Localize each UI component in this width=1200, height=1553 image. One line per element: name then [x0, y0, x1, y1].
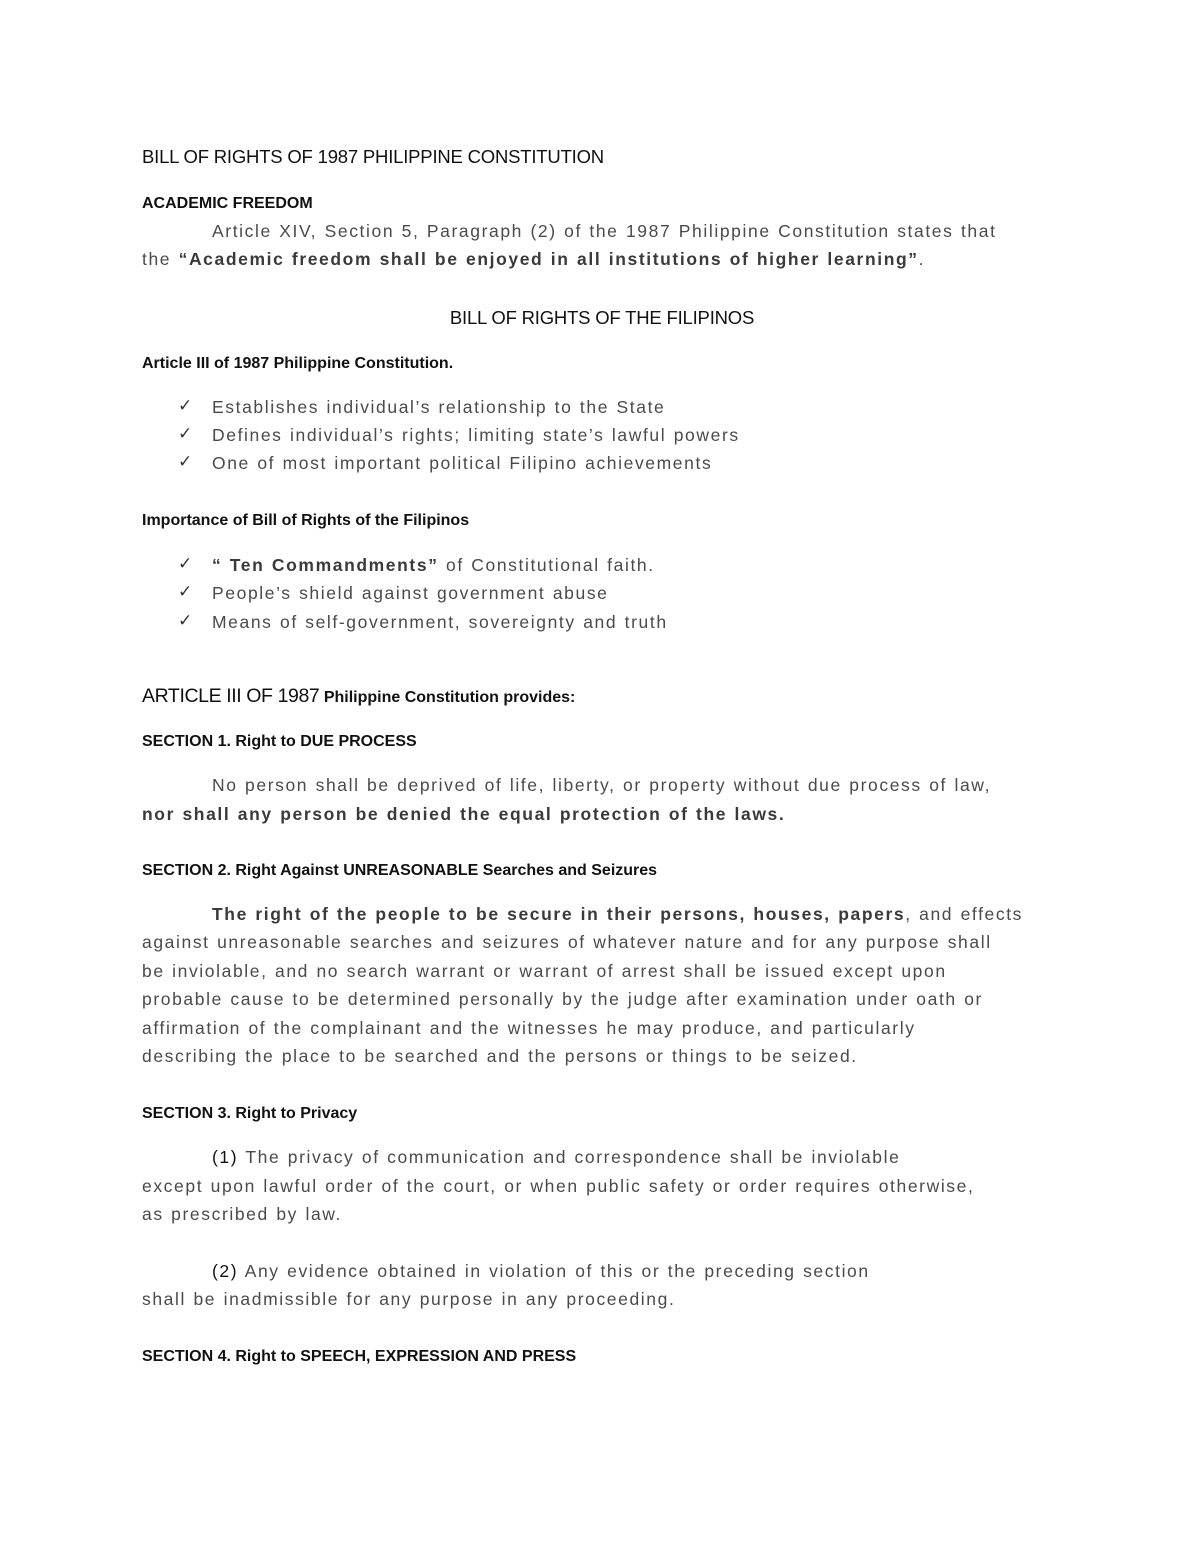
academic-freedom-heading: ACADEMIC FREEDOM [142, 195, 313, 212]
article-iii-provides-heading [142, 685, 575, 709]
check-mark-icon: ✓ [178, 452, 193, 471]
section-4-heading: SECTION 4. Right to SPEECH, EXPRESSION AND PRESS [142, 1348, 577, 1365]
section-3-p1-number: (1) [212, 1147, 239, 1167]
section-1-heading: SECTION 1. Right to DUE PROCESS [142, 733, 417, 750]
checklist-item: One of most important political Filipino achievements [212, 453, 713, 473]
section-1-line-1: No person shall be deprived of life, liberty, or property without due process of law, [212, 775, 992, 795]
section-2-line-1 [212, 903, 1023, 925]
check-mark-icon: ✓ [178, 554, 193, 573]
section-2-line-2: against unreasonable searches and seizures of whatever nature and for any purpose shall [142, 932, 992, 952]
academic-line2-post: . [918, 249, 926, 269]
importance-heading: Importance of Bill of Rights of the Filipinos [142, 512, 470, 529]
checklist-item [212, 554, 655, 576]
academic-freedom-line-2 [142, 248, 925, 270]
check-mark-icon: ✓ [178, 424, 193, 443]
section-3-p1-line-1 [212, 1146, 900, 1168]
ten-commandments-phrase: “ Ten Commandments” [212, 555, 439, 575]
academic-freedom-line-1: Article XIV, Section 5, Paragraph (2) of the 1987 Philippine Constitution states that [212, 221, 997, 241]
section-3-p2-number: (2) [212, 1261, 239, 1281]
check-mark-icon: ✓ [178, 582, 193, 601]
section-2-bold-phrase: The right of the people to be secure in their persons, houses, papers [212, 904, 906, 924]
checklist-item: Means of self-government, sovereignty and truth [212, 612, 668, 632]
section-3-p2-line-2: shall be inadmissible for any purpose in any proceeding. [142, 1289, 676, 1309]
section-1-line-2: nor shall any person be denied the equal protection of the laws. [142, 804, 786, 824]
section-2-line-3: be inviolable, and no search warrant or warrant of arrest shall be issued except upon [142, 961, 947, 981]
section-2-heading: SECTION 2. Right Against UNREASONABLE Searches and Seizures [142, 862, 658, 879]
section-3-p2-line-1 [212, 1260, 870, 1282]
academic-freedom-quote: “Academic freedom shall be enjoyed in all institutions of higher learning” [178, 249, 919, 269]
section-3-p1-line-3: as prescribed by law. [142, 1204, 343, 1224]
section-2-line-5: affirmation of the complainant and the witnesses he may produce, and particularly [142, 1018, 916, 1038]
section-3-p2-line-1-text: Any evidence obtained in violation of this or the preceding section [238, 1261, 870, 1281]
check-mark-icon: ✓ [178, 611, 193, 630]
article-iii-heading-big: ARTICLE III OF 1987 [142, 685, 320, 707]
document-title: BILL OF RIGHTS OF 1987 PHILIPPINE CONSTITUTION [142, 146, 604, 167]
section-3-heading: SECTION 3. Right to Privacy [142, 1105, 358, 1122]
filipinos-heading: BILL OF RIGHTS OF THE FILIPINOS [449, 307, 755, 328]
section-3-p1-line-1-text: The privacy of communication and correspondence shall be inviolable [238, 1147, 901, 1167]
article-iii-subheading: Article III of 1987 Philippine Constitution. [142, 355, 454, 372]
importance-item-1-rest: of Constitutional faith. [438, 555, 655, 575]
academic-line2-pre: the [142, 249, 179, 269]
section-2-line-6: describing the place to be searched and the persons or things to be seized. [142, 1046, 858, 1066]
document-page [142, 0, 1062, 1553]
section-2-line-4: probable cause to be determined personally by the judge after examination under oath or [142, 989, 983, 1009]
checklist-item: Defines individual’s rights; limiting state’s lawful powers [212, 425, 740, 445]
checklist-item: Establishes individual’s relationship to the State [212, 397, 666, 417]
section-2-line-1-rest: , and effects [905, 904, 1024, 924]
checklist-item: People’s shield against government abuse [212, 583, 609, 603]
check-mark-icon: ✓ [178, 396, 193, 415]
section-3-p1-line-2: except upon lawful order of the court, or when public safety or order requires otherwise, [142, 1176, 975, 1196]
article-iii-heading-rest: Philippine Constitution provides: [319, 689, 576, 706]
